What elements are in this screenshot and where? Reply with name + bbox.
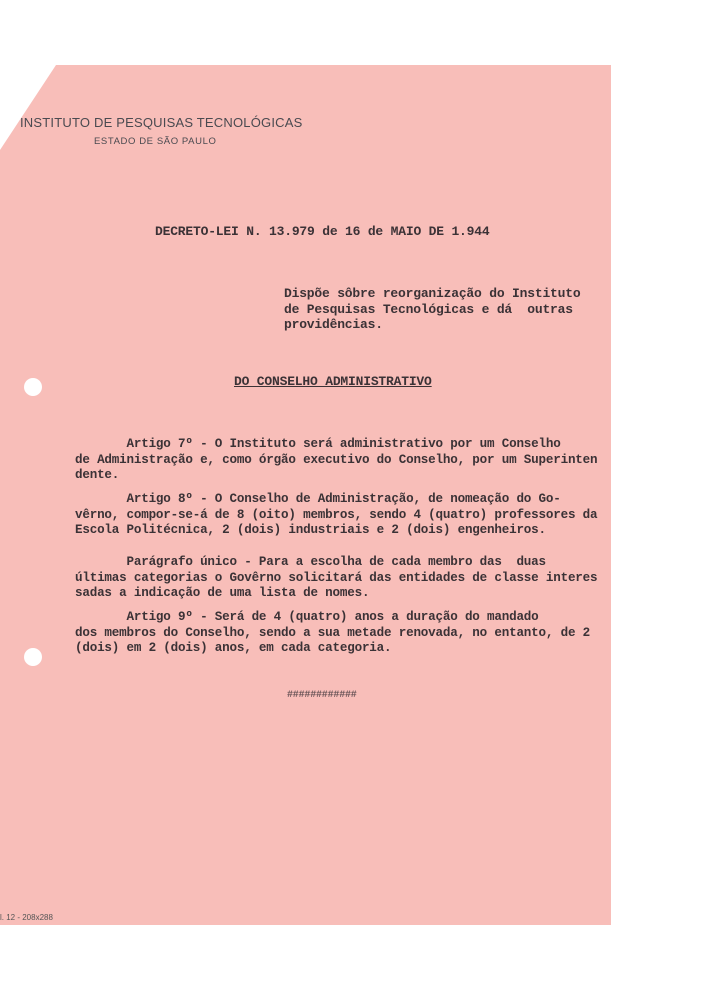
text-line: dos membros do Conselho, sendo a sua metade renovada, no entanto, de 2 [75,625,591,640]
article-7 [75,437,597,484]
decree-title: DECRETO-LEI N. 13.979 de 16 de MAIO DE 1.944 [155,224,490,239]
text-line: Artigo 8º - O Conselho de Administração, de nomeação do Go- [75,492,561,506]
letterhead-state: ESTADO DE SÃO PAULO [94,136,217,147]
punch-hole [24,648,42,666]
text-line: Parágrafo único - Para a escolha de cada membro das duas [75,555,546,569]
summary-line: providências. [284,317,383,332]
letterhead-institution: INSTITUTO DE PESQUISAS TECNOLÓGICAS [20,115,303,130]
text-line: Escola Politécnica, 2 (dois) industriais e 2 (dois) engenheiros. [75,523,546,537]
section-heading: DO CONSELHO ADMINISTRATIVO [234,374,432,389]
text-line: dente. [75,468,120,482]
text-line: Artigo 7º - O Instituto será administrativo por um Conselho [75,437,561,451]
article-8 [75,492,597,539]
decree-summary [284,286,580,333]
text-line: sadas a indicação de uma lista de nomes. [75,586,370,600]
text-line: últimas categorias o Govêrno solicitará das entidades de classe interes [75,570,598,585]
text-line: Artigo 9º - Será de 4 (quatro) anos a duração do mandado [75,610,539,624]
summary-line: de Pesquisas Tecnológicas e dá outras [284,301,573,317]
end-mark: ############ [287,690,357,701]
text-line: de Administração e, como órgão executivo do Conselho, por um Superinten [75,452,598,467]
text-line: vêrno, compor-se-á de 8 (oito) membros, sendo 4 (quatro) professores da [75,507,598,522]
punch-hole [24,378,42,396]
paragraph-unico [75,555,597,602]
text-line: (dois) em 2 (dois) anos, em cada categoria. [75,641,392,655]
article-9 [75,610,590,657]
form-footer: l. 12 - 208x288 [0,913,53,922]
summary-line: Dispõe sôbre reorganização do Instituto [284,286,581,301]
